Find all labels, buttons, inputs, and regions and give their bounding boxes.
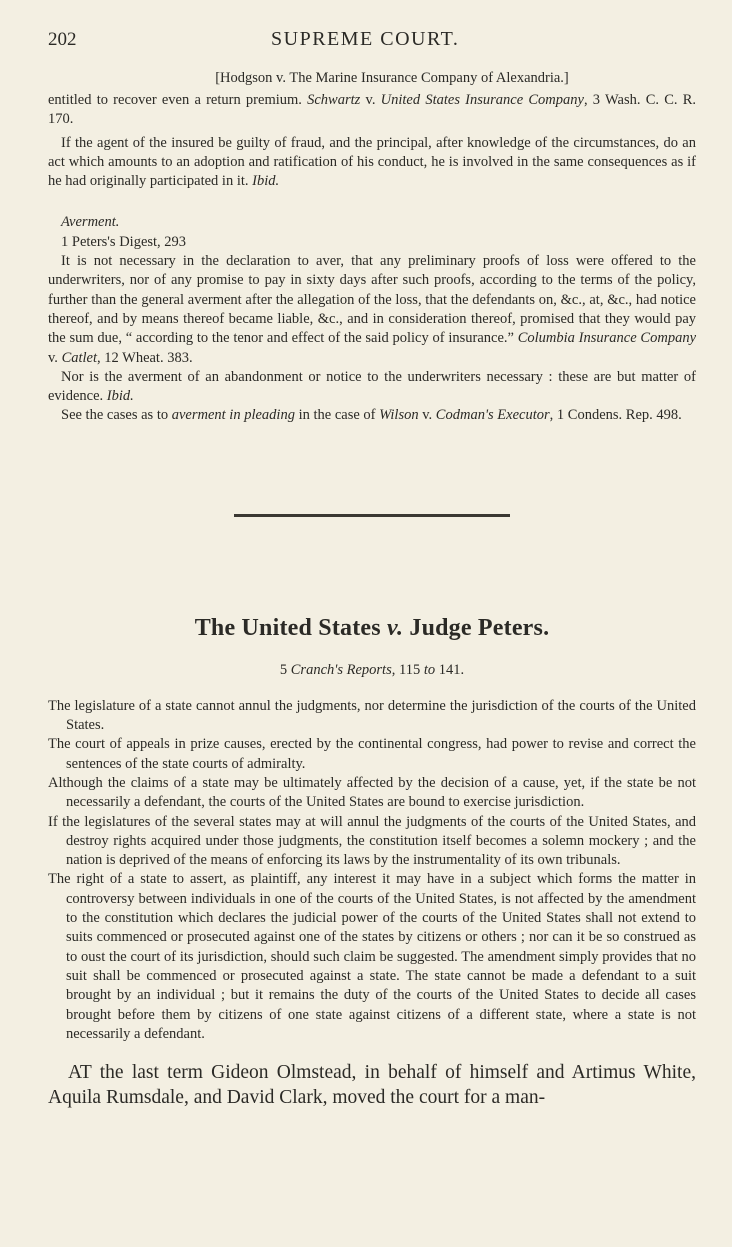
- paragraph-return-premium: [48, 91, 696, 130]
- text-run: v.: [418, 407, 436, 424]
- text-run: to: [423, 661, 436, 678]
- case-title: [48, 615, 696, 642]
- report-citation: [48, 662, 696, 679]
- paragraph-abandonment: [48, 368, 696, 407]
- case-name: Codman's Executor: [435, 407, 550, 424]
- averment-heading: Averment.: [61, 214, 120, 231]
- section-divider: [234, 514, 510, 517]
- text-run: Nor is the averment of an abandonment or notice to the underwriters necessary : these are but matter of evidence.: [48, 368, 696, 405]
- case-name: Columbia Insurance Company: [517, 330, 696, 347]
- text-run: If the agent of the insured be guilty of fraud, and the principal, after knowledge of the circumstances, do an act which amounts to an adoption and ratification of his conduct, he is involved in the same consequences as if he had originally participated in it.: [48, 134, 696, 190]
- text-run: v.: [360, 92, 381, 108]
- syllabus: [48, 697, 696, 1044]
- text-run: See the cases as to: [61, 407, 172, 424]
- case-name: Schwartz: [307, 92, 361, 108]
- reporter-name: Cranch's Reports: [290, 661, 392, 678]
- text-run: 141.: [435, 661, 465, 678]
- syllabus-item: If the legislatures of the several states may at will annul the judgments of the courts of the United States, and destroy rights acquired under those judgments, the constitution itself becomes a solemn mockery ; and the nation is deprived of the means of enforcing its laws by the instrumentality of its own tribunals.: [48, 813, 696, 869]
- text-run: in the case of: [294, 407, 380, 424]
- text-run: It is not necessary in the declaration to aver, that any preliminary proofs of loss were offered to the underwriters, nor of any promise to pay in sixty days after such proofs, according to the terms of the policy, further than the general averment after the allegation of the loss, that the defendants on, &c., at, &c., had notice thereof, and by means thereof became liable, &c., and in consideration thereof, promised that they would pay the sum due, “ according to the tenor and effect of the said policy of insurance.”: [48, 253, 696, 347]
- digest-cite: 1 Peters's Digest, 293: [61, 233, 187, 250]
- text-run: , 3 Wash. C. C. R. 170.: [48, 92, 697, 128]
- case-reference: [Hodgson v. The Marine Insurance Company of Alexandria.]: [215, 70, 569, 86]
- paragraph-see-cases: [48, 406, 696, 425]
- text-run: 5: [279, 661, 291, 678]
- text-run: The United States: [194, 614, 387, 641]
- syllabus-item: Although the claims of a state may be ultimately affected by the decision of a cause, yet, if the state be not necessarily a defendant, the courts of the United States are bound to exercise jurisdiction.: [48, 774, 696, 811]
- text-run: , 115: [391, 661, 424, 678]
- running-head: SUPREME COURT.: [271, 28, 460, 50]
- paragraph-agent-fraud: [48, 134, 696, 192]
- text-run: , 12 Wheat. 383.: [97, 349, 193, 366]
- text-run: v.: [48, 349, 62, 366]
- versus: v.: [387, 614, 404, 641]
- syllabus-item: The court of appeals in prize causes, erected by the continental congress, had power to revise and correct the sentences of the state courts of admiralty.: [48, 736, 696, 772]
- syllabus-item: The legislature of a state cannot annul the judgments, nor determine the jurisdiction of the courts of the United States.: [48, 697, 696, 734]
- text-run: entitled to recover even a return premium.: [48, 92, 308, 108]
- ibid-cite: Ibid.: [252, 173, 280, 190]
- topic: averment in pleading: [171, 407, 295, 424]
- page-header: [48, 28, 696, 62]
- text-run: , 1 Condens. Rep. 498.: [549, 407, 682, 424]
- ibid-cite: Ibid.: [106, 388, 134, 405]
- text-run: Judge Peters.: [403, 614, 550, 641]
- page-number: 202: [48, 29, 77, 50]
- case-name: Catlet: [61, 349, 98, 366]
- case-name: United States Insurance Company: [380, 92, 584, 108]
- opening-paragraph: AT the last term Gideon Olmstead, in behalf of himself and Artimus White, Aquila Rumsdale, and David Clark, moved the court for a man-: [48, 1062, 696, 1109]
- syllabus-item: The right of a state to assert, as plaintiff, any interest it may have in a subject which forms the matter in controversy between individuals in one of the courts of the United States, is not affected by the amendment to the constitution which declares the judicial power of the courts of the United States shall not extend to suits commenced or prosecuted against one of the states by citizens or others ; nor can it be so construed as to oust the court of its jurisdiction, should such claim be suggested. The amendment simply provides that no suit shall be commenced or prosecuted against a state. The state cannot be made a defendant to a suit brought by an individual ; but it remains the duty of the courts of the United States to decide all cases brought before them by citizens of one state against citizens of a different state, where a state is not necessarily a defendant.: [48, 871, 696, 1042]
- paragraph-averment: [48, 252, 696, 368]
- case-name: Wilson: [379, 407, 419, 424]
